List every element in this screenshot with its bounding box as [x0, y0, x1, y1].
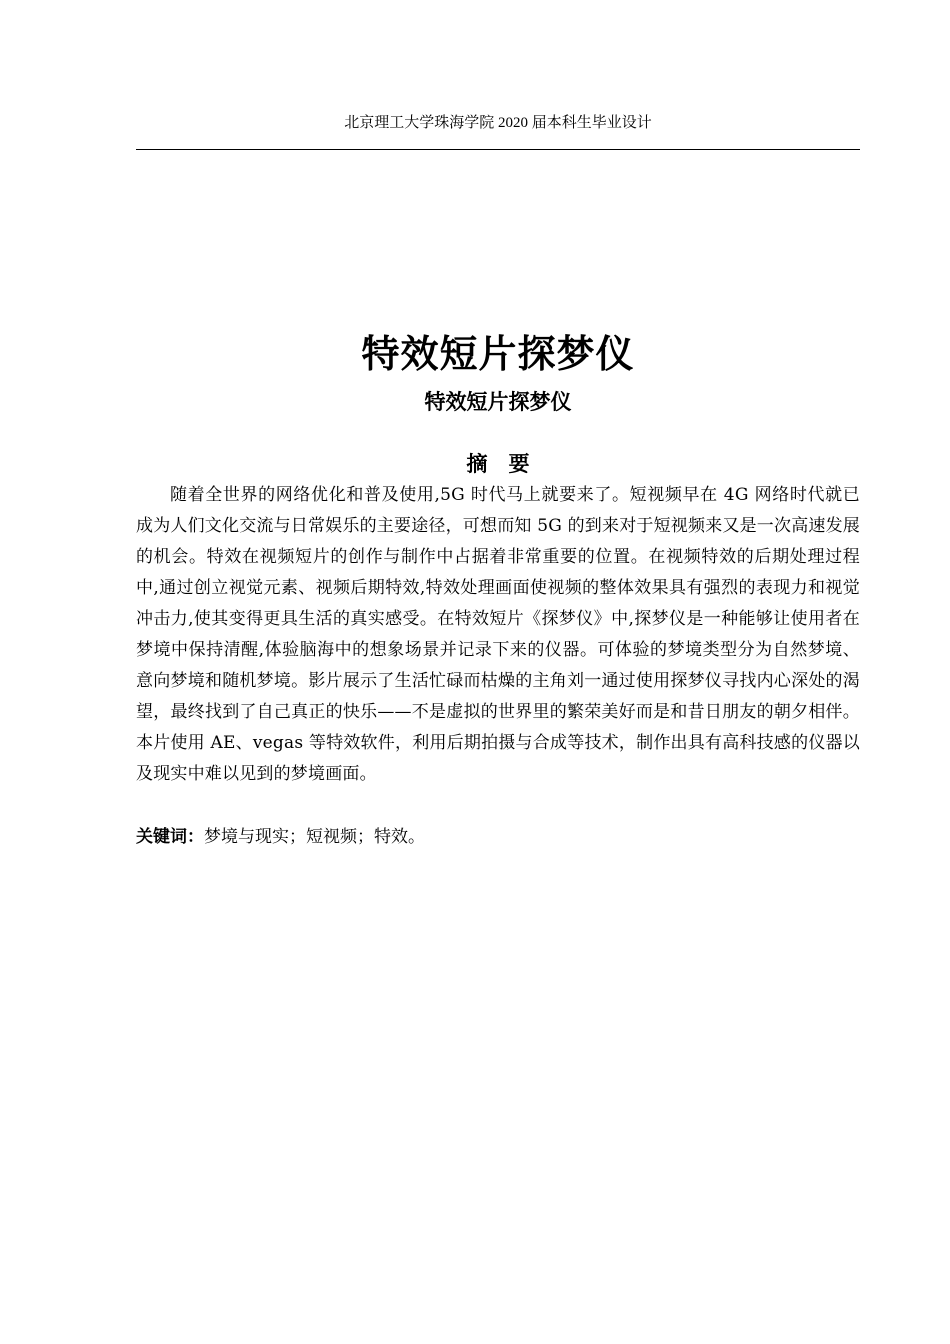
abstract-heading: 摘 要: [466, 452, 530, 476]
page-header: 北京理工大学珠海学院 2020 届本科生毕业设计: [344, 115, 652, 131]
keywords-line: [136, 822, 860, 853]
abstract-body: 随着全世界的网络优化和普及使用,5G 时代马上就要来了。短视频早在 4G 网络时代就已成为人们文化交流与日常娱乐的主要途径，可想而知 5G 的到来对于短视频来又是一次高速发展的机会。特效在视频短片的创作与制作中占据着非常重要的位置。在视频特效的后期处理过程中,通过创立视觉元素、视频后期特效,特效处理画面使视频的整体效果具有强烈的表现力和视觉冲击力,使其变得更具生活的真实感受。在特效短片《探梦仪》中,探梦仪是一种能够让使用者在梦境中保持清醒,体验脑海中的想象场景并记录下来的仪器。可体验的梦境类型分为自然梦境、意向梦境和随机梦境。影片展示了生活忙碌而枯燥的主角刘一通过使用探梦仪寻找内心深处的渴望，最终找到了自己真正的快乐——不是虚拟的世界里的繁荣美好而是和昔日朋友的朝夕相伴。本片使用 AE、vegas 等特效软件，利用后期拍摄与合成等技术，制作出具有高科技感的仪器以及现实中难以见到的梦境画面。: [136, 485, 861, 784]
document-title: 特效短片探梦仪: [361, 332, 635, 376]
keywords-value: 梦境与现实；短视频；特效。: [204, 827, 425, 847]
header-divider: [136, 149, 860, 150]
keywords-label: 关键词：: [136, 827, 204, 847]
document-subtitle: 特效短片探梦仪: [424, 390, 572, 414]
